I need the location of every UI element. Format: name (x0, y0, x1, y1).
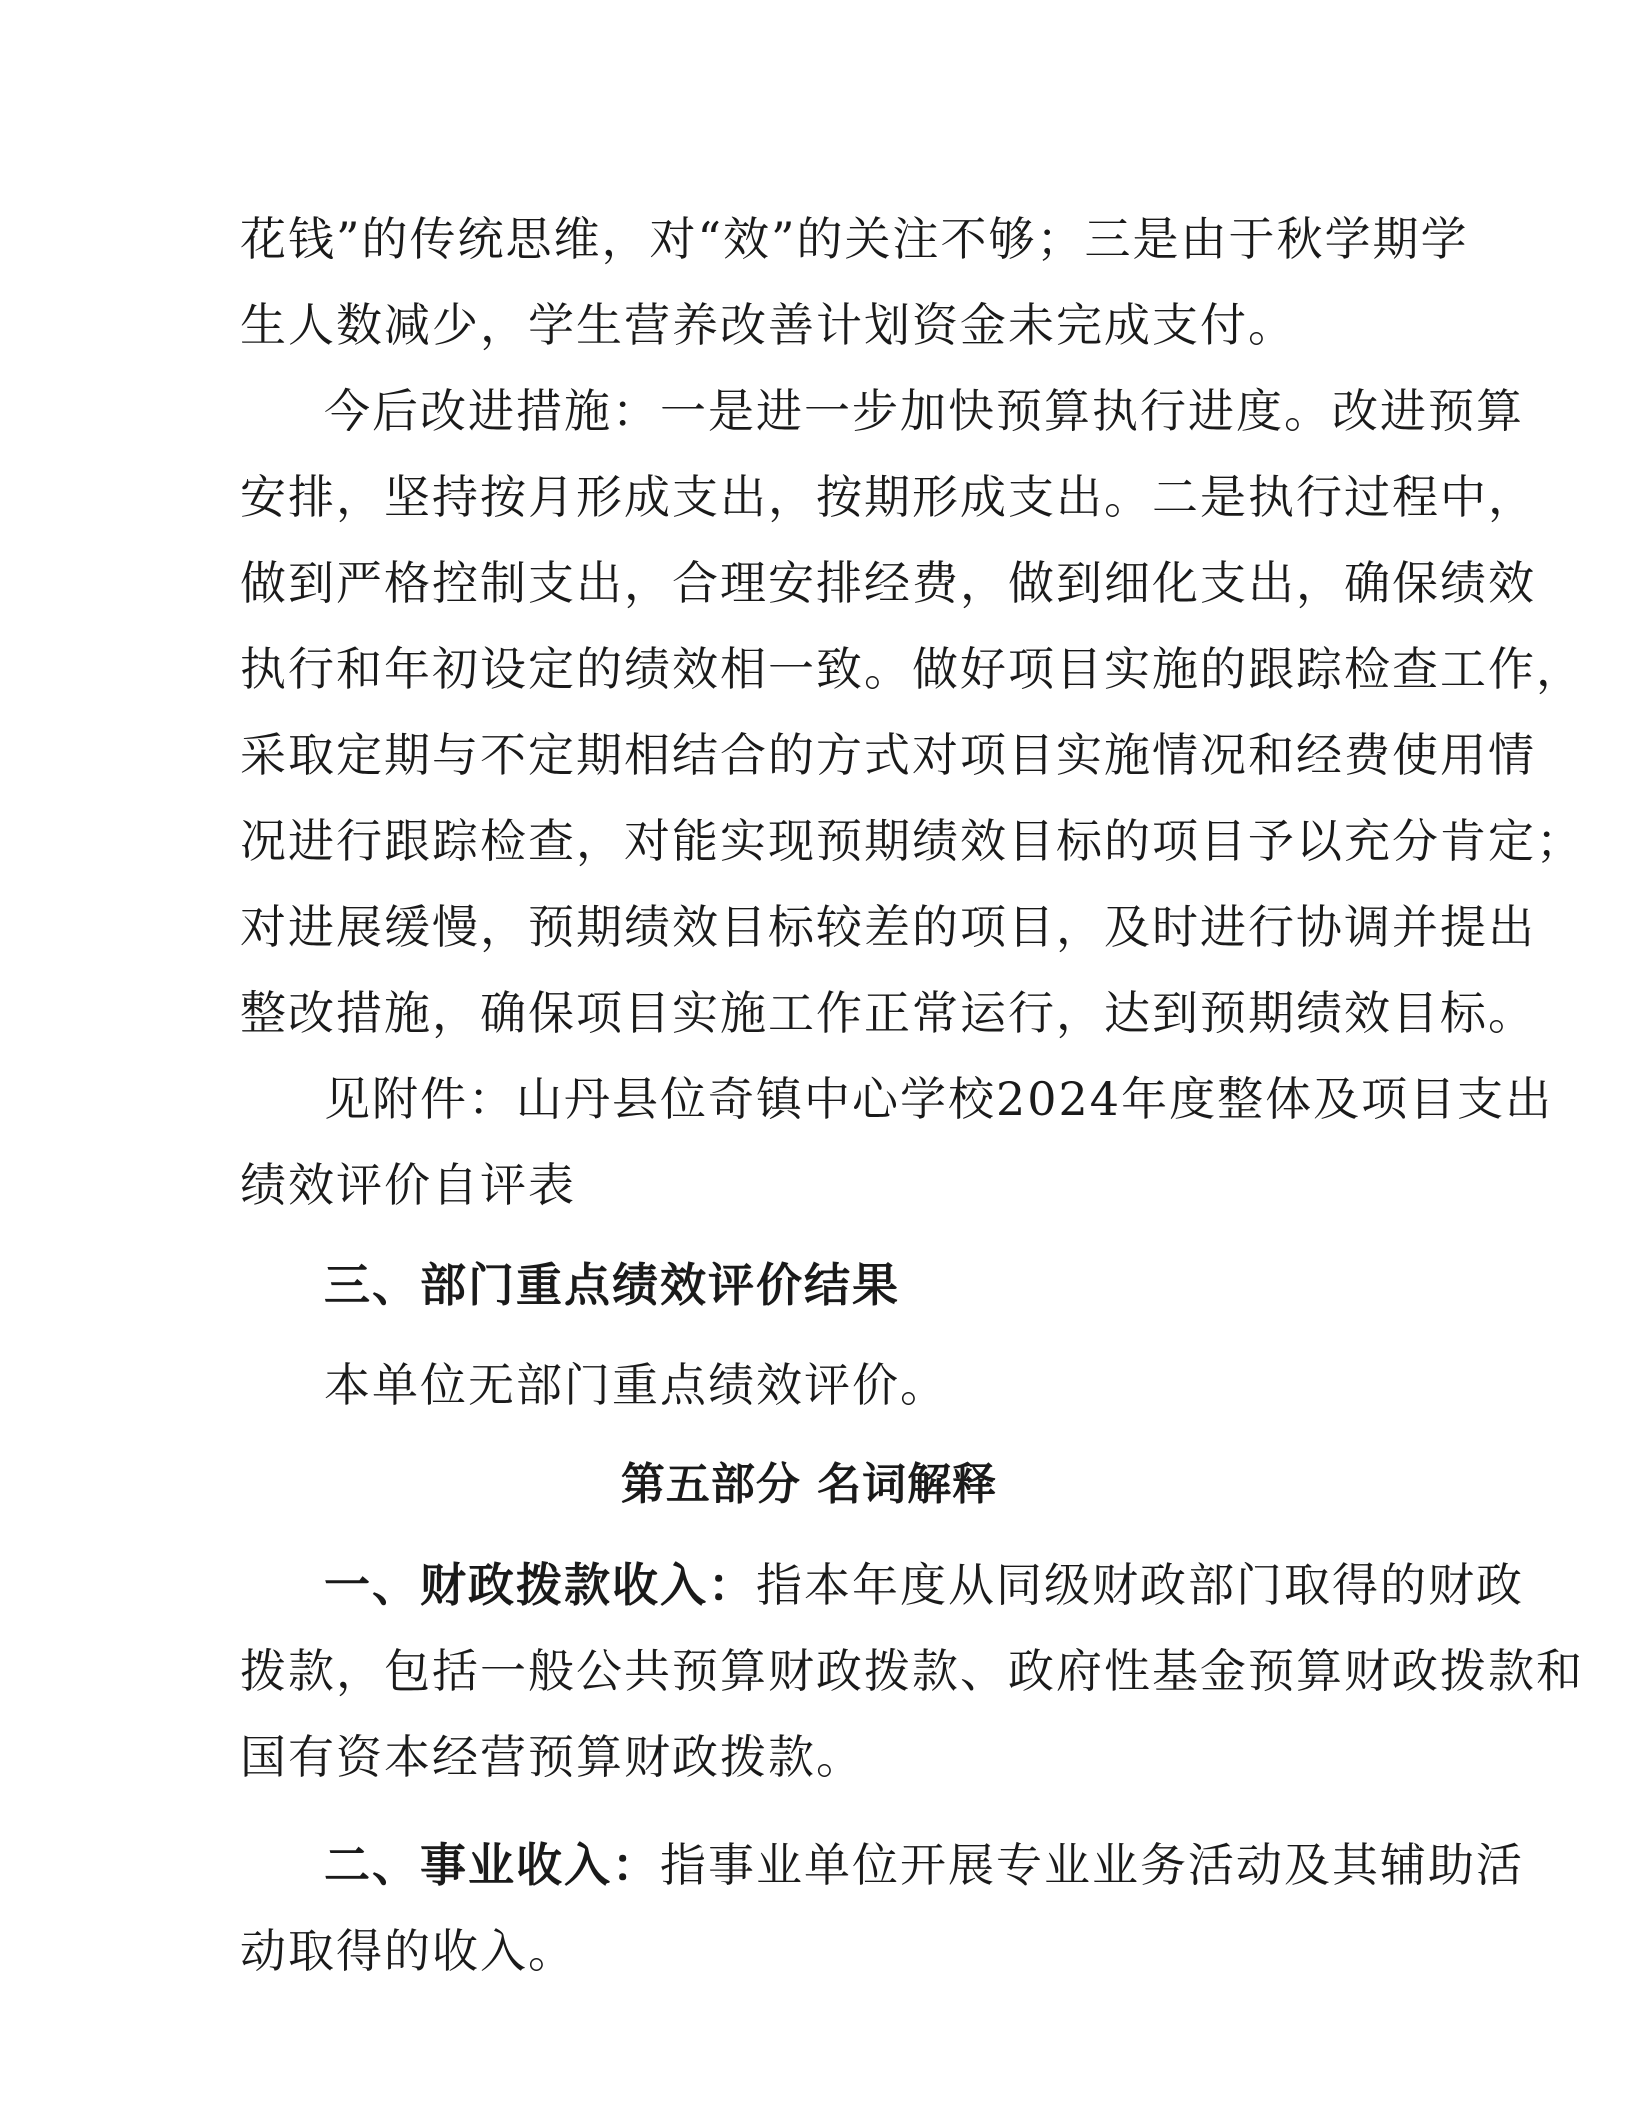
text-line: 执行和年初设定的绩效相一致。做好项目实施的跟踪检查工作， (240, 642, 1584, 696)
paragraph-attachment (240, 1056, 1554, 1228)
text-line: 对进展缓慢，预期绩效目标较差的项目，及时进行协调并提出 (240, 900, 1536, 954)
section-body: 本单位无部门重点绩效评价。 (324, 1358, 948, 1412)
text-line: 采取定期与不定期相结合的方式对项目实施情况和经费使用情 (240, 728, 1536, 782)
text-line: 动取得的收入。 (240, 1924, 576, 1978)
part-title: 第五部分 名词解释 (620, 1459, 998, 1510)
text-line: 国有资本经营预算财政拨款。 (240, 1730, 864, 1784)
text-line: 安排，坚持按月形成支出，按期形成支出。二是执行过程中， (240, 470, 1536, 524)
text-line: 绩效评价自评表 (240, 1158, 576, 1212)
paragraph-problems-continued (240, 196, 1469, 368)
paragraph-improvement-measures (240, 368, 1584, 1056)
text-line: 生人数减少，学生营养改善计划资金未完成支付。 (240, 298, 1296, 352)
text-line: 今后改进措施：一是进一步加快预算执行进度。改进预算 (324, 384, 1524, 438)
document-page (240, 196, 1584, 1994)
term-text: 指事业单位开展专业业务活动及其辅助活 (660, 1838, 1524, 1892)
term-label: 二、事业收入： (324, 1838, 660, 1892)
term-label: 一、财政拨款收入： (324, 1558, 756, 1612)
text-line (240, 1542, 1524, 1628)
text-line: 整改措施，确保项目实施工作正常运行，达到预期绩效目标。 (240, 986, 1536, 1040)
term-definition-business-income (240, 1822, 1524, 1994)
text-line: 做到严格控制支出，合理安排经费，做到细化支出，确保绩效 (240, 556, 1536, 610)
text-line (240, 1822, 1524, 1908)
text-line: 况进行跟踪检查，对能实现预期绩效目标的项目予以充分肯定； (240, 814, 1584, 868)
text-line: 见附件：山丹县位奇镇中心学校2024年度整体及项目支出 (324, 1072, 1554, 1126)
text-line: 花钱”的传统思维，对“效”的关注不够；三是由于秋学期学 (240, 212, 1469, 266)
section-heading: 三、部门重点绩效评价结果 (324, 1258, 900, 1312)
text-line: 拨款，包括一般公共预算财政拨款、政府性基金预算财政拨款和 (240, 1644, 1584, 1698)
term-definition-fiscal-allocation (240, 1542, 1584, 1800)
term-text: 指本年度从同级财政部门取得的财政 (756, 1558, 1524, 1612)
